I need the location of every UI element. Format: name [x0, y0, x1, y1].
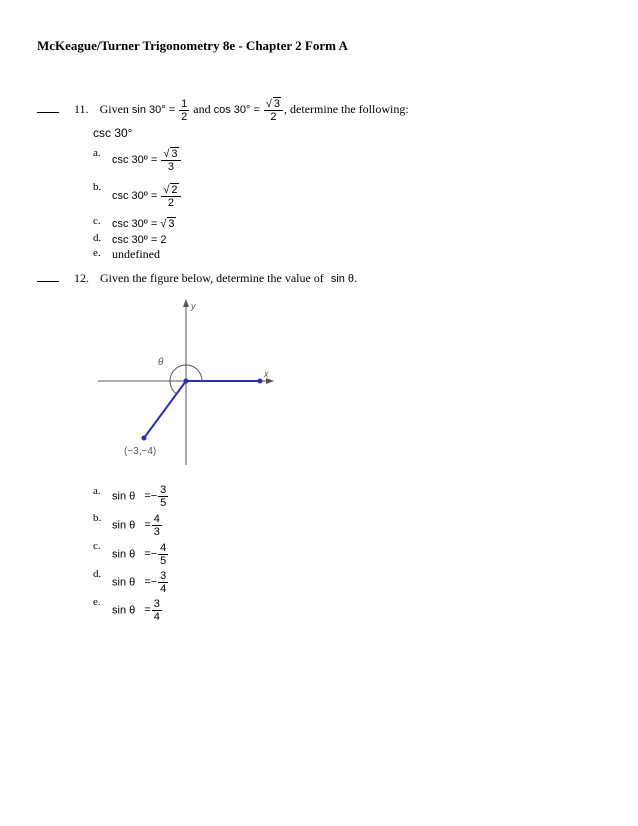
y-axis-label: y [191, 301, 196, 311]
sin-fraction: $\frac{1}{2}$ [181, 97, 188, 123]
cos-label: cos 30° = [213, 103, 260, 116]
question-11-tail: , determine the following: [284, 101, 409, 116]
terminal-side [144, 381, 186, 438]
question-11-given: Given [99, 101, 129, 116]
point-label: (−3,−4) [124, 446, 157, 457]
document-title: McKeague/Turner Trigonometry 8e - Chapter 2 Form A [37, 38, 348, 53]
question-12 [37, 271, 357, 286]
option-11d-letter[interactable]: d. [93, 232, 102, 244]
question-11-prompt: csc 30° [93, 126, 133, 140]
option-12c[interactable]: sin θ =− $\frac{4}{5}$ [112, 542, 167, 567]
question-12-end: . [354, 271, 358, 285]
option-11a[interactable]: csc 30º = $\frac{√ 3}{3}$ [112, 147, 182, 173]
question-12-text: Given the figure below, determine the value of [100, 271, 324, 285]
theta-label: θ [158, 357, 164, 368]
origin-point [184, 379, 189, 384]
option-12d-letter[interactable]: d. [93, 568, 102, 580]
question-11-number: 11. [74, 101, 89, 116]
question-11-and: and [193, 101, 211, 116]
option-12c-letter[interactable]: c. [93, 540, 101, 552]
question-12-number: 12. [74, 271, 89, 285]
option-12b-letter[interactable]: b. [93, 512, 102, 524]
option-11c[interactable]: csc 30º = √ 3 [112, 218, 175, 230]
answer-blank-11[interactable] [37, 102, 59, 113]
option-11a-letter[interactable]: a. [93, 147, 101, 159]
option-11d[interactable]: csc 30º = 2 [112, 234, 167, 246]
x-axis-point [258, 379, 263, 384]
option-12e-letter[interactable]: e. [93, 596, 101, 608]
sin-label: sin 30° = [131, 103, 176, 116]
unit-circle-figure [90, 295, 290, 470]
y-axis-arrow [183, 299, 189, 307]
question-12-expr: sin θ [330, 273, 355, 285]
option-11b-letter[interactable]: b. [93, 181, 102, 193]
option-12a[interactable]: sin θ =− $\frac{3}{5}$ [112, 484, 167, 509]
x-axis-label: x [264, 369, 269, 379]
option-12d[interactable]: sin θ =− $\frac{3}{4}$ [112, 570, 167, 595]
option-12b[interactable]: sin θ = $\frac{4}{3}$ [112, 513, 160, 538]
option-11e-letter[interactable]: e. [93, 247, 101, 259]
option-11b[interactable]: csc 30º = $\frac{√ 2}{2}$ [112, 183, 182, 209]
cos-fraction: $\frac{√ 3}{2}$ [264, 97, 283, 123]
option-11e[interactable]: undefined [112, 247, 160, 261]
point-marker [142, 436, 147, 441]
option-12e[interactable]: sin θ = $\frac{3}{4}$ [112, 598, 160, 623]
answer-blank-12[interactable] [37, 271, 59, 282]
option-11c-letter[interactable]: c. [93, 215, 101, 227]
option-12a-letter[interactable]: a. [93, 485, 101, 497]
question-11 [37, 97, 409, 123]
